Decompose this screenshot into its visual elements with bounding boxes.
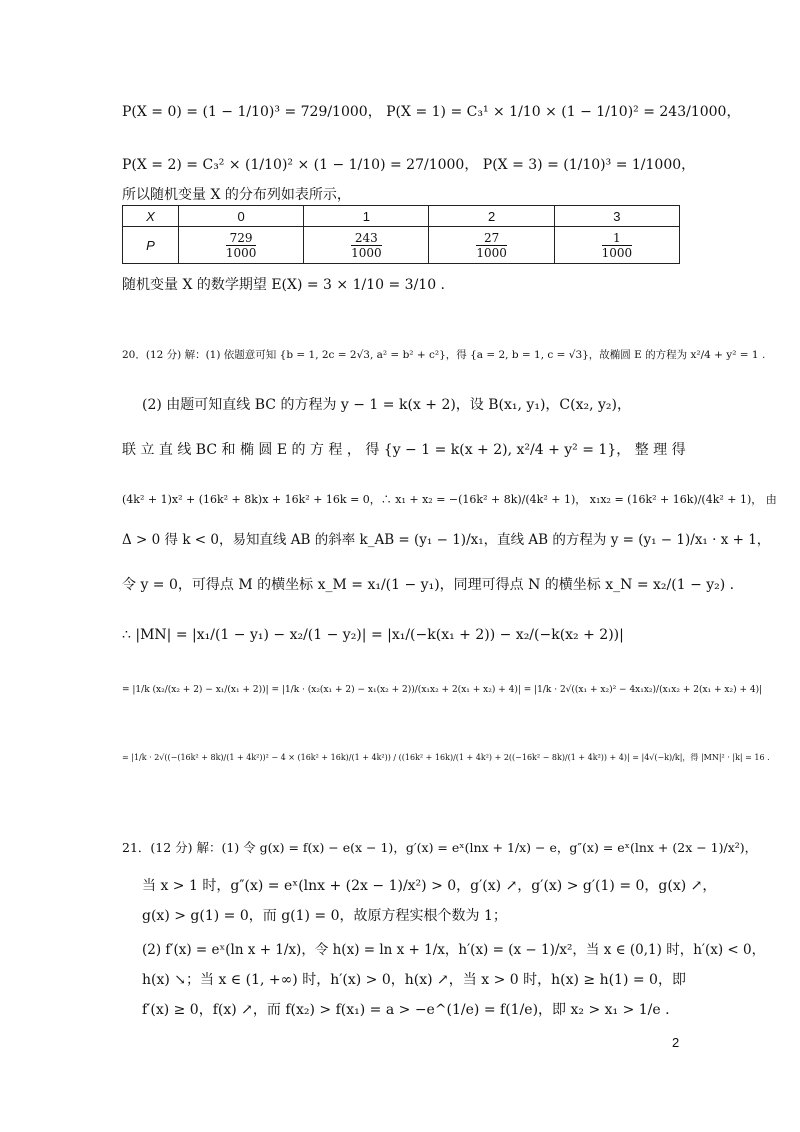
- table-header-row: [123, 206, 680, 227]
- fraction-denominator: 1000: [476, 245, 507, 260]
- fraction: [226, 231, 257, 260]
- q20-slope-line: Δ > 0 得 k < 0，易知直线 AB 的斜率 k_AB = (y₁ − 1)/x₁，直线 AB 的方程为 y = (y₁ − 1)/x₁ · x + 1，: [122, 532, 771, 548]
- q20-part2-line: (2) 由题可知直线 BC 的方程为 y − 1 = k(x + 2)，设 B(x₁, y₁)，C(x₂, y₂)，: [142, 397, 631, 413]
- prob-x2-x3-line: P(X = 2) = C₃² × (1/10)² × (1 − 1/10) = 27/1000， P(X = 3) = (1/10)³ = 1/1000，: [122, 157, 696, 173]
- q20-intercepts-line: 令 y = 0，可得点 M 的横坐标 x_M = x₁/(1 − y₁)，同理可得点 N 的横坐标 x_N = x₂/(1 − y₂) .: [122, 577, 735, 593]
- table-header-cell: 0: [178, 206, 303, 227]
- distribution-table: [122, 205, 680, 264]
- table-header-cell: 3: [554, 206, 679, 227]
- table-row-label: P: [123, 227, 179, 264]
- q20-mn-line-3: = |1/k · 2√((−(16k² + 8k)/(1 + 4k²))² − 4 × (16k² + 16k)/(1 + 4k²)) / ((16k² + 16k)/(1 + 4k²) + 2((−16k² − 8k)/(1 + 4k²)) + 4)| = |4√(−k)/k|，得 |MN|² · |k| = 16 .: [122, 753, 770, 762]
- table-row: [123, 227, 680, 264]
- q21-monotonic-line: 当 x > 1 时，g″(x) = eˣ(lnx + (2x − 1)/x²) > 0，g′(x) ↗，g′(x) > g′(1) = 0，g(x) ↗，: [142, 878, 717, 894]
- fraction-numerator: 243: [351, 231, 382, 246]
- fraction-denominator: 1000: [351, 245, 382, 260]
- prob-x0-x1-line: P(X = 0) = (1 − 1/10)³ = 729/1000， P(X = 1) = C₃¹ × 1/10 × (1 − 1/10)² = 243/1000，: [122, 104, 741, 120]
- table-header-cell: 1: [304, 206, 429, 227]
- q21-conclusion-line: g(x) > g(1) = 0，而 g(1) = 0，故原方程实根个数为 1；: [142, 908, 507, 924]
- table-cell: [304, 227, 429, 264]
- fraction-denominator: 1000: [225, 245, 257, 260]
- fraction-numerator: 1: [602, 231, 633, 246]
- fraction: [602, 231, 633, 260]
- distribution-intro-text: 所以随机变量 X 的分布列如表所示，: [122, 187, 351, 203]
- fraction-denominator: 1000: [601, 245, 633, 260]
- q20-part1-line: 20．(12 分) 解：(1) 依题意可知 {b = 1, 2c = 2√3, a² = b² + c²}，得 {a = 2, b = 1, c = √3}，故椭圆 E 的方程为 x²/4 + y² = 1 .: [122, 349, 766, 361]
- table-cell: [429, 227, 554, 264]
- fraction: [476, 231, 507, 260]
- fraction-numerator: 27: [476, 231, 507, 246]
- q21-part1-line: 21．(12 分) 解：(1) 令 g(x) = f(x) − e(x − 1)，g′(x) = eˣ(lnx + 1/x) − e，g″(x) = eˣ(lnx + (2x − 1)/x²)，: [122, 840, 758, 855]
- table-header-cell: 2: [429, 206, 554, 227]
- q21-final-line: f′(x) ≥ 0，f(x) ↗，而 f(x₂) > f(x₁) = a > −e^(1/e) = f(1/e)，即 x₂ > x₁ > 1/e .: [142, 1002, 670, 1018]
- expectation-line: 随机变量 X 的数学期望 E(X) = 3 × 1/10 = 3/10 .: [122, 277, 446, 293]
- table-cell: [554, 227, 679, 264]
- fraction-numerator: 729: [226, 231, 257, 246]
- q20-system-line: 联 立 直 线 BC 和 椭 圆 E 的 方 程 ， 得 {y − 1 = k(x + 2), x²/4 + y² = 1}， 整 理 得: [122, 442, 686, 458]
- q21-h-monotonic-line: h(x) ↘；当 x ∈ (1, +∞) 时，h′(x) > 0，h(x) ↗，当 x > 0 时，h(x) ≥ h(1) = 0，即: [142, 972, 686, 988]
- page-number: 2: [672, 1035, 680, 1050]
- q20-quadratic-line: (4k² + 1)x² + (16k² + 8k)x + 16k² + 16k = 0，∴ x₁ + x₂ = −(16k² + 8k)/(4k² + 1)， x₁x₂ = (16k² + 16k)/(4k² + 1)， 由: [122, 493, 777, 506]
- q20-mn-line-2: = |1/k (x₂/(x₂ + 2) − x₁/(x₁ + 2))| = |1/k · (x₂(x₁ + 2) − x₁(x₂ + 2))/(x₁x₂ + 2(x₁ + x₂) + 4)| = |1/k · 2√((x₁ + x₂)² − 4x₁x₂)/(x₁x₂ + 2(x₁ + x₂) + 4)|: [122, 685, 763, 695]
- q21-part2-line: (2) f′(x) = eˣ(ln x + 1/x)，令 h(x) = ln x + 1/x，h′(x) = (x − 1)/x²，当 x ∈ (0,1) 时，h′(x) < 0，: [142, 942, 766, 958]
- fraction: [351, 231, 382, 260]
- table-cell: [178, 227, 303, 264]
- q20-mn-line-1: ∴ |MN| = |x₁/(1 − y₁) − x₂/(1 − y₂)| = |x₁/(−k(x₁ + 2)) − x₂/(−k(x₂ + 2))|: [122, 627, 624, 643]
- table-header-cell: X: [123, 206, 179, 227]
